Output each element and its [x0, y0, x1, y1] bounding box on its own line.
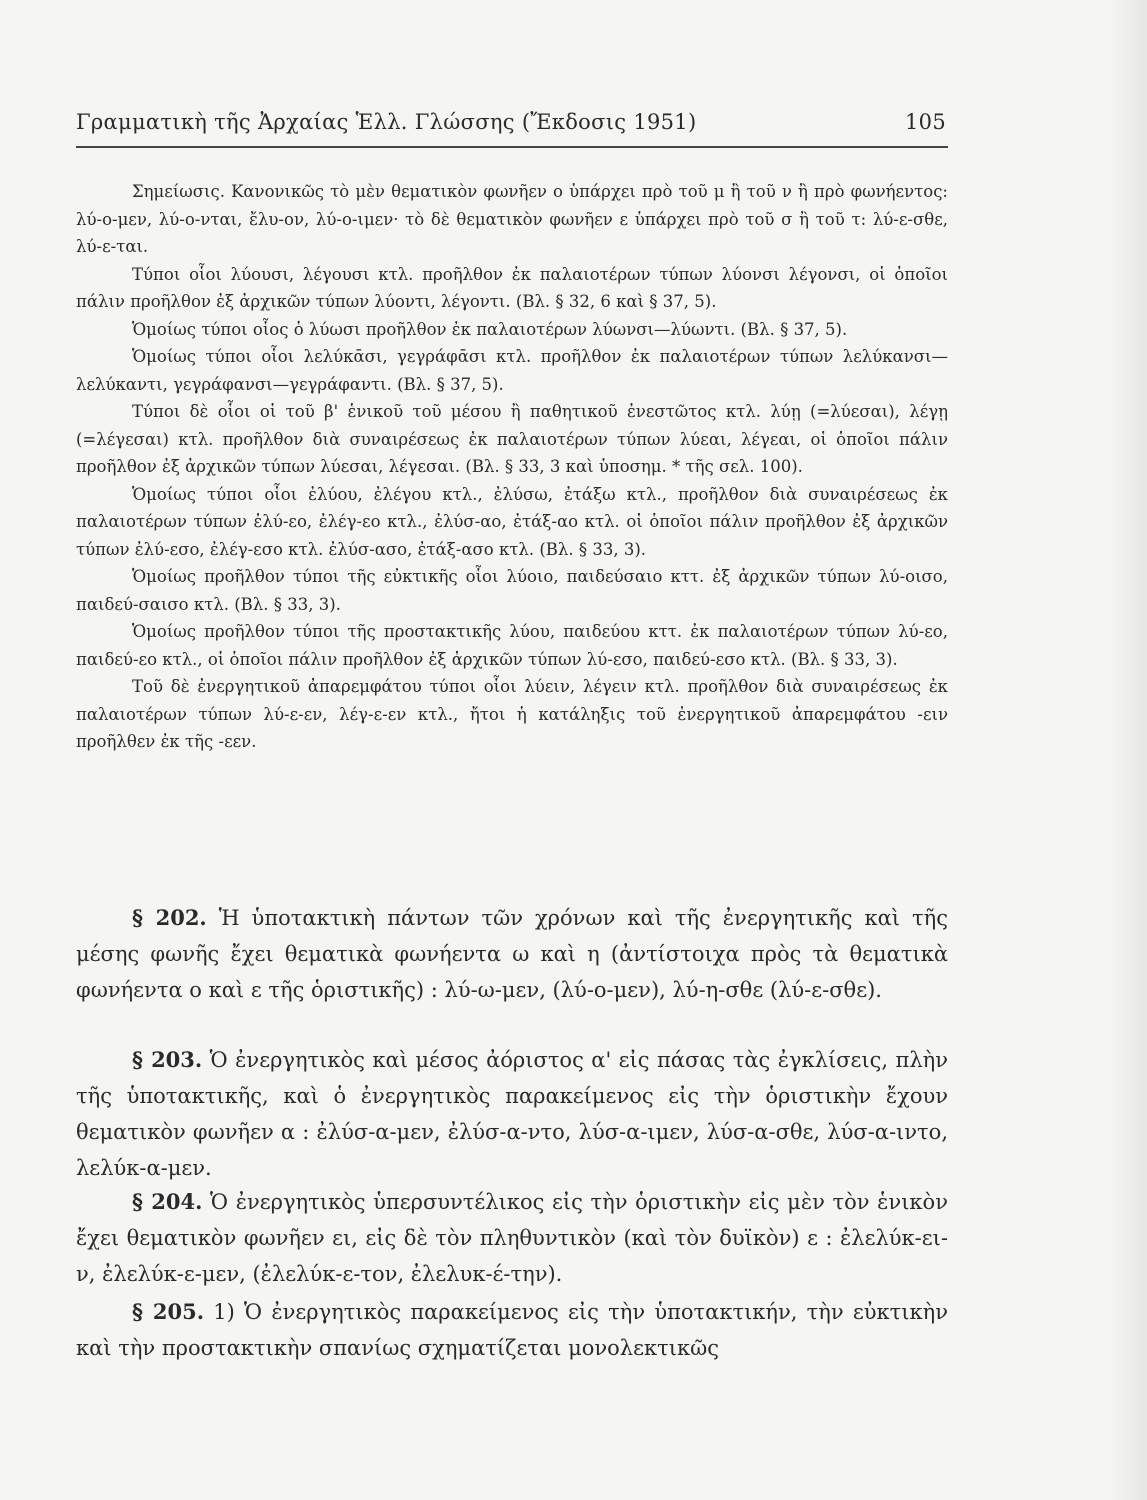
section-text: 1) Ὁ ἐνεργητικὸς παρακείμενος εἰς τὴν ὑποτακτικήν, τὴν εὐκτικὴν καὶ τὴν προστακτικὴν σπανίως σχηματίζεται μονολεκτικῶς [76, 1300, 948, 1360]
section-number: § 203. [132, 1047, 203, 1072]
remark-paragraph: Τοῦ δὲ ἐνεργητικοῦ ἀπαρεμφάτου τύποι οἷοι λύειν, λέγειν κτλ. προῆλθον διὰ συναιρέσεως ἐκ παλαιοτέρων τύπων λύ-ε-εν, λέγ-ε-εν κτλ., ἤτοι ἡ κατάληξις τοῦ ἐνεργητικοῦ ἀπαρεμφάτου -ειν προῆλθεν ἐκ τῆς -εεν. [76, 677, 948, 751]
section-number: § 205. [132, 1299, 204, 1324]
section-205 [76, 1294, 948, 1366]
remark-paragraph: Ὁμοίως τύποι οἷοι ἐλύου, ἐλέγου κτλ., ἐλύσω, ἐτάξω κτλ., προῆλθον διὰ συναιρέσεως ἐκ παλαιοτέρων τύπων ἐλύ-εο, ἐλέγ-εο κτλ., ἐλύσ-αο, ἐτάξ-αο κτλ. οἱ ὁποῖοι πάλιν προῆλθον ἐξ ἀρχικῶν τύπων ἐλύ-εσο, ἐλέγ-εσο κτλ. ἐλύσ-ασο, ἐτάξ-ασο κτλ. (Βλ. § 33, 3). [76, 484, 948, 559]
remark-paragraph: Ὁμοίως τύποι οἷος ὁ λύωσι προῆλθον ἐκ παλαιοτέρων λύωνσι—λύωντι. (Βλ. § 37, 5). [132, 319, 848, 339]
running-title: Γραμματικὴ τῆς Ἀρχαίας Ἑλλ. Γλώσσης (Ἔκδοσις 1951) [76, 110, 697, 134]
remark-paragraph: Ὁμοίως προῆλθον τύποι τῆς εὐκτικῆς οἷοι λύοιο, παιδεύσαιο κττ. ἐξ ἀρχικῶν τύπων λύ-οισο, παιδεύ-σαισο κτλ. (Βλ. § 33, 3). [76, 567, 948, 614]
remark-paragraph: Τύποι δὲ οἷοι οἱ τοῦ β' ἑνικοῦ τοῦ μέσου ἢ παθητικοῦ ἐνεστῶτος κτλ. λύῃ (=λύεσαι), λέγῃ (=λέγεσαι) κτλ. προῆλθον διὰ συναιρέσεως ἐκ παλαιοτέρων τύπων λύεαι, λέγεαι, οἱ ὁποῖοι πάλιν προῆλθον ἐξ ἀρχικῶν τύπων λύεσαι, λέγεσαι. (Βλ. § 33, 3 καὶ ὑποσημ. * τῆς σελ. 100). [76, 402, 948, 476]
remark-paragraph: Ὁμοίως τύποι οἷοι λελύκᾱσι, γεγράφᾱσι κτλ. προῆλθον ἐκ παλαιοτέρων τύπων λελύκανσι—λελύκαντι, γεγράφανσι—γεγράφαντι. (Βλ. § 37, 5). [76, 347, 948, 394]
section-204 [76, 1184, 948, 1292]
remark-paragraph: Τύποι οἷοι λύουσι, λέγουσι κτλ. προῆλθον ἐκ παλαιοτέρων τύπων λύονσι λέγονσι, οἱ ὁποῖοι πάλιν προῆλθον ἐξ ἀρχικῶν τύπων λύοντι, λέγοντι. (Βλ. § 32, 6 καὶ § 37, 5). [76, 264, 948, 311]
section-number: § 202. [132, 905, 207, 930]
remark-paragraph: Σημείωσις. Κανονικῶς τὸ μὲν θεματικὸν φωνῆεν ο ὑπάρχει πρὸ τοῦ μ ἢ τοῦ ν ἢ πρὸ φωνήεντος: λύ-ο-μεν, λύ-ο-νται, ἔλυ-ον, λύ-ο-ιμεν· τὸ δὲ θεματικὸν φωνῆεν ε ὑπάρχει πρὸ τοῦ σ ἢ τοῦ τ: λύ-ε-σθε, λύ-ε-ται. [76, 182, 948, 256]
page-edge-shadow [1107, 0, 1147, 1500]
running-header [76, 110, 946, 134]
section-text: Ὁ ἐνεργητικὸς καὶ μέσος ἀόριστος α' εἰς πάσας τὰς ἐγκλίσεις, πλὴν τῆς ὑποτακτικῆς, καὶ ὁ ἐνεργητικὸς παρακείμενος εἰς τὴν ὁριστικὴν ἔχουν θεματικὸν φωνῆεν α : ἐλύσ-α-μεν, ἐλύσ-α-ντο, λύσ-α-ιμεν, λύσ-α-σθε, λύσ-α-ιντο, λελύκ-α-μεν. [76, 1048, 948, 1180]
section-202 [76, 900, 948, 1008]
page-number: 105 [905, 110, 946, 134]
section-203 [76, 1042, 948, 1186]
header-rule [76, 146, 948, 148]
section-number: § 204. [132, 1189, 203, 1214]
remark-paragraph: Ὁμοίως προῆλθον τύποι τῆς προστακτικῆς λύου, παιδεύου κττ. ἐκ παλαιοτέρων τύπων λύ-εο, παιδεύ-εο κτλ., οἱ ὁποῖοι πάλιν προῆλθον ἐξ ἀρχικῶν τύπων λύ-εσο, παιδεύ-εσο κτλ. (Βλ. § 33, 3). [76, 622, 948, 669]
remarks-block [76, 178, 948, 756]
section-text: Ὁ ἐνεργητικὸς ὑπερσυντέλικος εἰς τὴν ὁριστικὴν εἰς μὲν τὸν ἑνικὸν ἔχει θεματικὸν φωνῆεν ει, εἰς δὲ τὸν πληθυντικὸν (καὶ τὸν δυϊκὸν) ε : ἐλελύκ-ει-ν, ἐλελύκ-ε-μεν, (ἐλελύκ-ε-τον, ἐλελυκ-έ-την). [76, 1190, 948, 1286]
section-text: Ἡ ὑποτακτικὴ πάντων τῶν χρόνων καὶ τῆς ἐνεργητικῆς καὶ τῆς μέσης φωνῆς ἔχει θεματικὰ φωνήεντα ω καὶ η (ἀντίστοιχα πρὸς τὰ θεματικὰ φωνήεντα ο καὶ ε τῆς ὁριστικῆς) : λύ-ω-μεν, (λύ-ο-μεν), λύ-η-σθε (λύ-ε-σθε). [76, 906, 948, 1002]
